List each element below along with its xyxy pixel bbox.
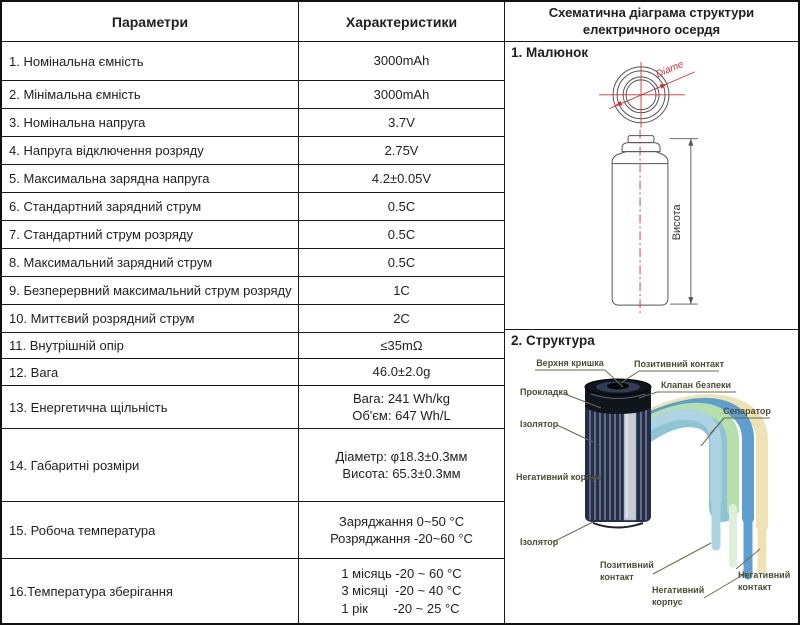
electrode-sheets — [647, 400, 762, 526]
label-negative-case-2-line2: корпус — [652, 597, 683, 607]
height-label: Висота — [670, 204, 683, 241]
table-row — [2, 502, 505, 559]
value-line: 3000mAh — [373, 86, 430, 102]
label-positive-contact: Позитивний контакт — [634, 359, 724, 369]
param-value — [299, 386, 505, 428]
table-row — [2, 193, 505, 221]
drawing-section — [505, 42, 798, 330]
table-row — [2, 305, 505, 333]
structure-section — [505, 330, 798, 623]
param-value — [299, 277, 505, 304]
label-safety-valve: Клапан безпеки — [660, 380, 732, 390]
param-label: 14. Габаритні розміри — [2, 429, 299, 501]
param-label: 12. Вага — [2, 359, 299, 385]
param-label: 6. Стандартний зарядний струм — [2, 193, 299, 220]
battery-structure-diagram — [505, 330, 798, 623]
param-value — [299, 42, 505, 80]
column-header-parameters: Параметри — [2, 2, 299, 41]
value-line: Вага: 241 Wh/kg — [353, 390, 450, 406]
value-line: 1 рік -20 ~ 25 °C — [341, 600, 460, 616]
table-row — [2, 81, 505, 109]
table-row — [2, 42, 505, 81]
param-label: 8. Максимальний зарядний струм — [2, 249, 299, 276]
param-label: 11. Внутрішній опір — [2, 333, 299, 358]
drawing-section-title: 1. Малюнок — [511, 45, 589, 60]
param-value — [299, 249, 505, 276]
table-row — [2, 429, 505, 502]
label-top-cap: Верхня кришка — [536, 358, 604, 368]
param-label: 4. Напруга відключення розряду — [2, 137, 299, 164]
table-row — [2, 333, 505, 359]
center-pin — [624, 406, 636, 520]
arrowhead — [660, 84, 667, 89]
value-line: 0.5C — [387, 198, 416, 214]
arrowhead — [688, 297, 693, 304]
spec-table — [2, 2, 505, 623]
column-header-characteristics: Характеристики — [299, 2, 505, 41]
schematic-header-line1: Схематична діаграма структури — [548, 4, 755, 20]
value-line: 2C — [393, 310, 410, 326]
cap-assembly — [585, 379, 651, 414]
label-negative-case: Негативний корпус — [516, 472, 602, 482]
label-separator: Сепаратор — [723, 406, 771, 416]
value-line: Висота: 65.3±0.3мм — [342, 466, 461, 481]
param-label: 10. Миттєвий розрядний струм — [2, 305, 299, 332]
value-line: 3 місяці -20 ~ 40 °C — [341, 583, 462, 599]
param-value — [299, 333, 505, 358]
table-row — [2, 559, 505, 623]
param-value — [299, 502, 505, 558]
schematic-header-line2: електричного осердя — [582, 21, 721, 37]
value-line: 3.7V — [388, 114, 415, 130]
label-positive-contact-2-line1: Позитивний — [600, 560, 654, 570]
param-value — [299, 137, 505, 164]
label-negative-contact-line1: Негативний — [738, 570, 791, 580]
value-line: ≤35mΩ — [380, 337, 423, 353]
table-row — [2, 277, 505, 305]
value-line: 0.5C — [387, 226, 416, 242]
param-value — [299, 221, 505, 248]
param-value — [299, 359, 505, 385]
value-line: 0.5C — [387, 254, 416, 270]
value-line: Об'єм: 647 Wh/L — [352, 408, 451, 423]
table-row — [2, 249, 505, 277]
value-line: 3000mAh — [373, 53, 430, 69]
table-header-row — [2, 2, 505, 42]
value-line: 2.75V — [384, 142, 419, 158]
value-line: 4.2±0.05V — [371, 170, 432, 186]
table-row — [2, 109, 505, 137]
param-label: 5. Максимальна зарядна напруга — [2, 165, 299, 192]
table-row — [2, 359, 505, 386]
label-insulator-bottom: Ізолятор — [520, 537, 559, 547]
param-value — [299, 81, 505, 108]
value-line: Розряджання -20~60 °C — [330, 531, 473, 546]
param-value — [299, 429, 505, 501]
label-positive-contact-2-line2: контакт — [600, 572, 634, 582]
param-value — [299, 305, 505, 332]
value-line: 1C — [393, 282, 410, 298]
diameter-label: Diame — [654, 58, 686, 81]
arrowhead — [688, 139, 693, 146]
bottom-curl — [593, 523, 643, 528]
param-label: 1. Номінальна ємність — [2, 42, 299, 80]
param-label: 2. Мінімальна ємність — [2, 81, 299, 108]
param-label: 15. Робоча температура — [2, 502, 299, 558]
table-row — [2, 137, 505, 165]
structure-section-title: 2. Структура — [511, 333, 595, 348]
value-line: 1 місяць -20 ~ 60 °C — [341, 566, 462, 582]
table-row — [2, 165, 505, 193]
param-label: 13. Енергетична щільність — [2, 386, 299, 428]
battery-cad-drawing — [505, 42, 798, 329]
param-value — [299, 559, 505, 623]
schematic-header — [505, 2, 798, 42]
value-line: 46.0±2.0g — [372, 364, 431, 380]
battery-can — [585, 404, 651, 528]
label-negative-case-2-line1: Негативний — [652, 585, 705, 595]
schematic-column — [505, 2, 798, 623]
param-label: 3. Номінальна напруга — [2, 109, 299, 136]
param-label: 16.Температура зберігання — [2, 559, 299, 623]
param-label: 9. Безперервний максимальний струм розряду — [2, 277, 299, 304]
table-row — [2, 386, 505, 429]
label-negative-contact-line2: контакт — [738, 582, 772, 592]
label-insulator-top: Ізолятор — [520, 419, 559, 429]
value-line: Діаметр: φ18.3±0.3мм — [335, 448, 468, 464]
arrowhead — [615, 101, 622, 106]
param-value — [299, 193, 505, 220]
param-value — [299, 165, 505, 192]
label-gasket: Прокладка — [520, 387, 569, 397]
param-label: 7. Стандартний струм розряду — [2, 221, 299, 248]
table-row — [2, 221, 505, 249]
value-line: Заряджання 0~50 °C — [338, 513, 465, 529]
param-value — [299, 109, 505, 136]
